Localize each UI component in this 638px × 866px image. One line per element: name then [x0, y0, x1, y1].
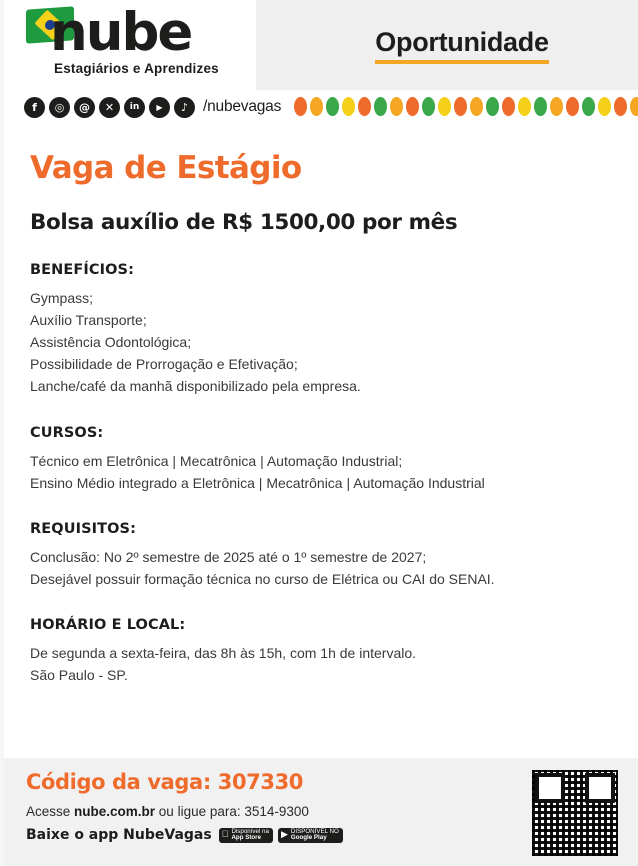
decorative-dot	[566, 97, 579, 116]
decorative-dot	[598, 97, 611, 116]
section-line: Desejável possuir formação técnica no curso de Elétrica ou CAI do SENAI.	[30, 570, 495, 587]
job-section	[30, 521, 612, 590]
header	[4, 0, 638, 90]
website-link[interactable]: nube.com.br	[74, 804, 156, 819]
tiktok-icon[interactable]: ♪	[174, 97, 195, 118]
section-line: Auxílio Transporte;	[30, 312, 147, 329]
job-section	[30, 617, 612, 686]
decorative-dot	[550, 97, 563, 116]
brand-logo	[4, 0, 256, 90]
decorative-dot	[294, 97, 307, 116]
play-store-top: DISPONÍVEL NO	[284, 827, 333, 835]
facebook-icon[interactable]: f	[24, 97, 45, 118]
section-line: Gympass;	[30, 290, 94, 306]
decorative-dot	[614, 97, 627, 116]
decorative-dot	[374, 97, 387, 116]
decorative-dot	[310, 97, 323, 116]
decorative-dot	[582, 97, 595, 116]
section-line: Possibilidade de Prorrogação e Efetivação;	[30, 356, 298, 373]
play-triangle-icon: ▶	[274, 829, 282, 840]
download-label: Baixe o app NubeVagas	[26, 827, 212, 843]
section-line: Ensino Médio integrado a Eletrônica | Mecatrônica | Automação Industrial	[30, 474, 485, 491]
section-line: Assistência Odontológica;	[30, 334, 192, 351]
logo-tagline: Estagiários e Aprendizes	[54, 61, 219, 76]
access-prefix: Acesse	[26, 804, 75, 819]
decorative-dot	[534, 97, 547, 116]
decorative-dot	[630, 97, 638, 116]
job-section	[30, 262, 612, 398]
decorative-dot	[486, 97, 499, 116]
instagram-icon[interactable]: ◎	[49, 97, 70, 118]
qr-code[interactable]	[532, 770, 618, 856]
apple-icon	[222, 830, 229, 839]
section-heading: HORÁRIO E LOCAL:	[30, 616, 186, 633]
opportunity-banner	[256, 0, 638, 90]
decorative-dot	[358, 97, 371, 116]
decorative-dot	[454, 97, 467, 116]
decorative-dot	[470, 97, 483, 116]
section-heading: CURSOS:	[30, 424, 104, 441]
app-store-top: Disponível na	[224, 827, 263, 835]
decorative-dot	[438, 97, 451, 116]
section-line: Técnico em Eletrônica | Mecatrônica | Automação Industrial;	[30, 452, 403, 469]
section-line: Conclusão: No 2º semestre de 2025 até o 1º semestre de 2027;	[30, 548, 427, 565]
stipend-text: Bolsa auxílio de R$ 1500,00 por mês	[30, 210, 458, 235]
decorative-dot	[406, 97, 419, 116]
section-heading: REQUISITOS:	[30, 520, 136, 537]
section-line: Lanche/café da manhã disponibilizado pela empresa.	[30, 378, 361, 395]
decorative-dot	[390, 97, 403, 116]
decorative-dot	[326, 97, 339, 116]
play-store-bottom: Google Play	[284, 834, 320, 841]
footer	[4, 758, 638, 866]
section-line: São Paulo - SP.	[30, 667, 128, 684]
linkedin-icon[interactable]: in	[124, 97, 145, 118]
social-bar	[4, 90, 638, 124]
logo-wordmark: nube	[50, 2, 192, 63]
social-handle: /nubevagas	[203, 98, 282, 115]
banner-label: Oportunidade	[375, 27, 548, 64]
youtube-icon[interactable]: ▶	[149, 97, 170, 118]
x-twitter-icon[interactable]: ✕	[99, 97, 120, 118]
app-store-badge[interactable]	[219, 828, 273, 843]
decorative-dot	[422, 97, 435, 116]
job-section	[30, 425, 612, 494]
decorative-dot-strip	[294, 95, 638, 117]
job-sections	[30, 262, 612, 686]
decorative-dot	[502, 97, 515, 116]
job-content	[4, 124, 638, 686]
section-line: De segunda a sexta-feira, das 8h às 15h, com 1h de intervalo.	[30, 644, 417, 661]
job-code: Código da vaga: 307330	[26, 770, 303, 794]
google-play-badge[interactable]	[274, 827, 343, 843]
access-suffix: ou ligue para: 3514-9300	[155, 804, 309, 819]
decorative-dot	[518, 97, 531, 116]
app-store-bottom: App Store	[224, 834, 255, 841]
section-heading: BENEFÍCIOS:	[30, 262, 135, 278]
threads-icon[interactable]: @	[74, 97, 95, 118]
decorative-dot	[342, 97, 355, 116]
page-title: Vaga de Estágio	[30, 150, 302, 186]
